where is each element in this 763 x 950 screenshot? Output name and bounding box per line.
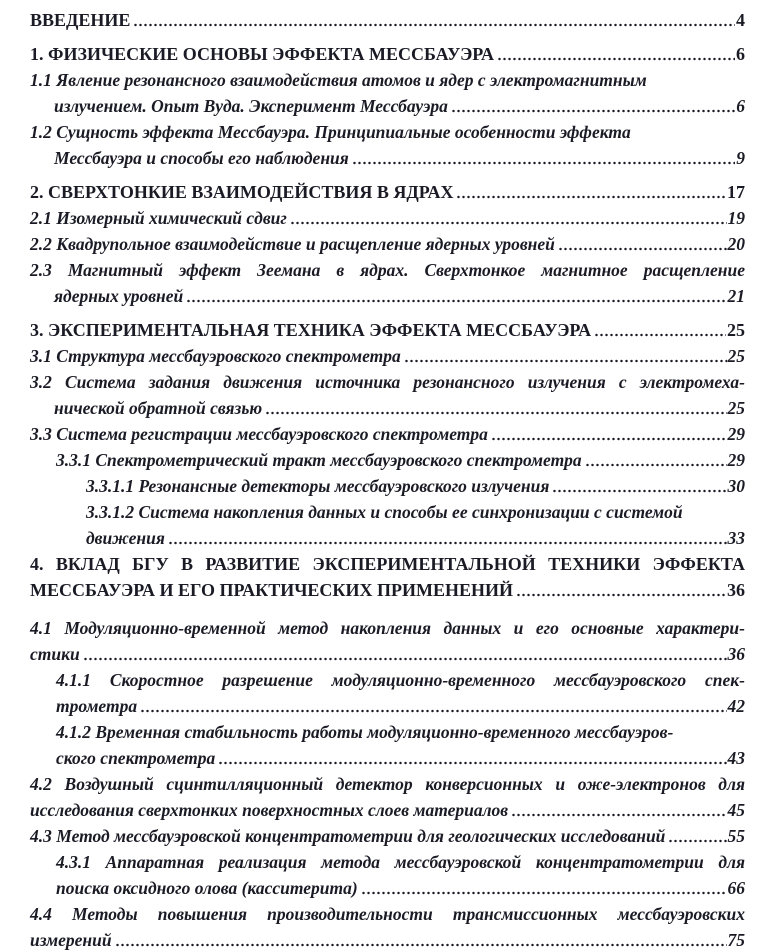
page-number: 75 <box>727 930 745 950</box>
toc-entry-s3-3-1 <box>30 447 745 473</box>
toc-entry-ch4 <box>30 551 745 603</box>
toc-entry-text: ского спектрометра <box>56 748 216 768</box>
dot-leader <box>290 221 727 225</box>
toc-entry-s3-3-1-1 <box>30 473 745 499</box>
dot-leader <box>218 761 726 765</box>
page-number: 20 <box>727 234 745 254</box>
toc-line <box>30 771 745 797</box>
dot-leader <box>668 839 726 843</box>
toc-entry-s3-1 <box>30 343 745 369</box>
page-number: 42 <box>727 696 745 716</box>
toc-entry-text: поиска оксидного олова (касситерита) <box>56 878 358 898</box>
toc-entry-text: 1.2 Сущность эффекта Мессбауэра. Принципиальные особенности эффекта <box>30 122 631 142</box>
toc-entry-text: измерений <box>30 930 112 950</box>
toc-entry-ch2 <box>30 179 745 205</box>
toc-line <box>30 7 745 33</box>
toc-entry-s3-3-1-2 <box>30 499 745 551</box>
toc-line <box>30 257 745 283</box>
toc-entry-text: 4.1 Модуляционно-временной метод накопления данных и его основные характери- <box>30 618 745 638</box>
toc-line <box>30 551 745 577</box>
toc-entry-text: 4.3 Метод мессбауэровской концентратометрии для геологических исследований <box>30 826 666 846</box>
toc-entry-s4-1-2 <box>30 719 745 771</box>
toc-line <box>30 369 745 395</box>
page-number: 25 <box>727 320 745 340</box>
toc-entry-s2-3 <box>30 257 745 309</box>
toc-entry-text: 3.3.1 Спектрометрический тракт мессбауэровского спектрометра <box>56 450 582 470</box>
toc-entry-text: 4.3.1 Аппаратная реализация метода мессбауэровской концентратометрии для <box>56 852 745 872</box>
toc-entry-text: 1.1 Явление резонансного взаимодействия атомов и ядер с электромагнитным <box>30 70 647 90</box>
toc-entry-vvedenie <box>30 7 745 33</box>
toc-entry-s2-2 <box>30 231 745 257</box>
toc-line <box>30 641 745 667</box>
toc-line <box>30 119 745 145</box>
toc-line <box>30 823 745 849</box>
dot-leader <box>491 437 727 441</box>
toc-entry-text: 2. СВЕРХТОНКИЕ ВЗАИМОДЕЙСТВИЯ В ЯДРАХ <box>30 182 454 202</box>
page-number: 36 <box>727 644 745 664</box>
toc-line <box>30 797 745 823</box>
toc-entry-text: исследования сверхтонких поверхностных слоев материалов <box>30 800 509 820</box>
page-number: 43 <box>727 748 745 768</box>
toc-line <box>30 667 745 693</box>
toc-entry-s3-2 <box>30 369 745 421</box>
dot-leader <box>511 813 726 817</box>
toc-entry-text: 4.1.1 Скоростное разрешение модуляционно-временного мессбауэровского спек- <box>56 670 745 690</box>
dot-leader <box>115 943 727 947</box>
page-number: 55 <box>727 826 745 846</box>
toc-line <box>30 473 745 499</box>
toc-entry-text: 4. ВКЛАД БГУ В РАЗВИТИЕ ЭКСПЕРИМЕНТАЛЬНОЙ ТЕХНИКИ ЭФФЕКТА <box>30 554 745 574</box>
dot-leader <box>404 359 727 363</box>
page-number: 25 <box>727 346 745 366</box>
toc-entry-text: 4.2 Воздушный сцинтилляционный детектор конверсионных и оже-электронов для <box>30 774 745 794</box>
toc <box>30 7 745 950</box>
toc-entry-text: Мессбауэра и способы его наблюдения <box>54 148 349 168</box>
toc-entry-s1-2 <box>30 119 745 171</box>
dot-leader <box>140 709 726 713</box>
toc-line <box>30 499 745 525</box>
page-number: 45 <box>727 800 745 820</box>
page-number: 6 <box>736 44 745 64</box>
toc-line <box>30 283 745 309</box>
toc-entry-text: нической обратной связью <box>54 398 263 418</box>
dot-leader <box>558 247 727 251</box>
toc-line <box>30 93 745 119</box>
page-number: 36 <box>727 580 745 600</box>
toc-entry-text: трометра <box>56 696 138 716</box>
page-number: 25 <box>727 398 745 418</box>
toc-line <box>30 317 745 343</box>
toc-entry-text: МЕССБАУЭРА И ЕГО ПРАКТИЧЕСКИХ ПРИМЕНЕНИЙ <box>30 580 513 600</box>
toc-entry-s3-3 <box>30 421 745 447</box>
dot-leader <box>585 463 727 467</box>
dot-leader <box>552 489 726 493</box>
toc-entry-text: стики <box>30 644 80 664</box>
toc-entry-text: 4.4 Методы повышения производительности трансмиссионных мессбауэровских <box>30 904 745 924</box>
toc-entry-ch1 <box>30 41 745 67</box>
toc-entry-text: 2.3 Магнитный эффект Зеемана в ядрах. Сверхтонкое магнитное расщепление <box>30 260 745 280</box>
toc-entry-text: ВВЕДЕНИЕ <box>30 10 131 30</box>
dot-leader <box>361 891 727 895</box>
dot-leader <box>83 657 727 661</box>
dot-leader <box>133 23 735 27</box>
toc-line <box>30 145 745 171</box>
dot-leader <box>456 195 726 199</box>
toc-line <box>30 849 745 875</box>
page-number: 4 <box>736 10 745 30</box>
toc-line <box>30 205 745 231</box>
page-number: 66 <box>727 878 745 898</box>
toc-entry-s4-3 <box>30 823 745 849</box>
dot-leader <box>186 299 726 303</box>
dot-leader <box>168 541 727 545</box>
toc-entry-text: 4.1.2 Временная стабильность работы модуляционно-временного мессбауэров- <box>56 722 674 742</box>
toc-entry-text: 3.3.1.1 Резонансные детекторы мессбауэровского излучения <box>86 476 550 496</box>
toc-entry-text: 1. ФИЗИЧЕСКИЕ ОСНОВЫ ЭФФЕКТА МЕССБАУЭРА <box>30 44 494 64</box>
dot-leader <box>451 109 735 113</box>
toc-entry-text: ядерных уровней <box>54 286 184 306</box>
page-number: 6 <box>736 96 745 116</box>
toc-line <box>30 927 745 950</box>
toc-line <box>30 875 745 901</box>
toc-entry-s4-4 <box>30 901 745 950</box>
toc-line <box>30 343 745 369</box>
toc-line <box>30 447 745 473</box>
dot-leader <box>516 593 726 597</box>
toc-entry-text: 2.1 Изомерный химический сдвиг <box>30 208 287 228</box>
toc-line <box>30 719 745 745</box>
toc-entry-text: 3. ЭКСПЕРИМЕНТАЛЬНАЯ ТЕХНИКА ЭФФЕКТА МЕССБАУЭРА <box>30 320 592 340</box>
toc-line <box>30 901 745 927</box>
toc-entry-ch3 <box>30 317 745 343</box>
toc-line <box>30 231 745 257</box>
toc-line <box>30 421 745 447</box>
toc-line <box>30 577 745 603</box>
page-number: 29 <box>727 450 745 470</box>
dot-leader <box>594 333 726 337</box>
toc-entry-text: 3.3 Система регистрации мессбауэровского спектрометра <box>30 424 488 444</box>
toc-line <box>30 525 745 551</box>
toc-line <box>30 179 745 205</box>
toc-entry-text: 3.3.1.2 Система накопления данных и способы ее синхронизации с системой <box>86 502 683 522</box>
toc-entry-s4-1 <box>30 615 745 667</box>
toc-entry-s2-1 <box>30 205 745 231</box>
dot-leader <box>352 161 735 165</box>
toc-entry-text: 3.1 Структура мессбауэровского спектрометра <box>30 346 401 366</box>
page-number: 9 <box>736 148 745 168</box>
toc-entry-text: движения <box>86 528 165 548</box>
toc-line <box>30 745 745 771</box>
toc-entry-text: излучением. Опыт Вуда. Эксперимент Мессбауэра <box>54 96 448 116</box>
toc-entry-s4-3-1 <box>30 849 745 901</box>
dot-leader <box>265 411 726 415</box>
toc-entry-text: 3.2 Система задания движения источника резонансного излучения с электромеха- <box>30 372 745 392</box>
page-number: 29 <box>727 424 745 444</box>
dot-leader <box>497 57 735 61</box>
page-number: 17 <box>727 182 745 202</box>
toc-line <box>30 67 745 93</box>
toc-line <box>30 693 745 719</box>
page-number: 30 <box>727 476 745 496</box>
toc-line <box>30 395 745 421</box>
toc-entry-s4-2 <box>30 771 745 823</box>
toc-entry-text: 2.2 Квадрупольное взаимодействие и расщепление ядерных уровней <box>30 234 555 254</box>
toc-entry-s4-1-1 <box>30 667 745 719</box>
toc-line <box>30 615 745 641</box>
page-number: 33 <box>727 528 745 548</box>
toc-entry-s1-1 <box>30 67 745 119</box>
page-number: 19 <box>727 208 745 228</box>
page-number: 21 <box>727 286 745 306</box>
toc-line <box>30 41 745 67</box>
